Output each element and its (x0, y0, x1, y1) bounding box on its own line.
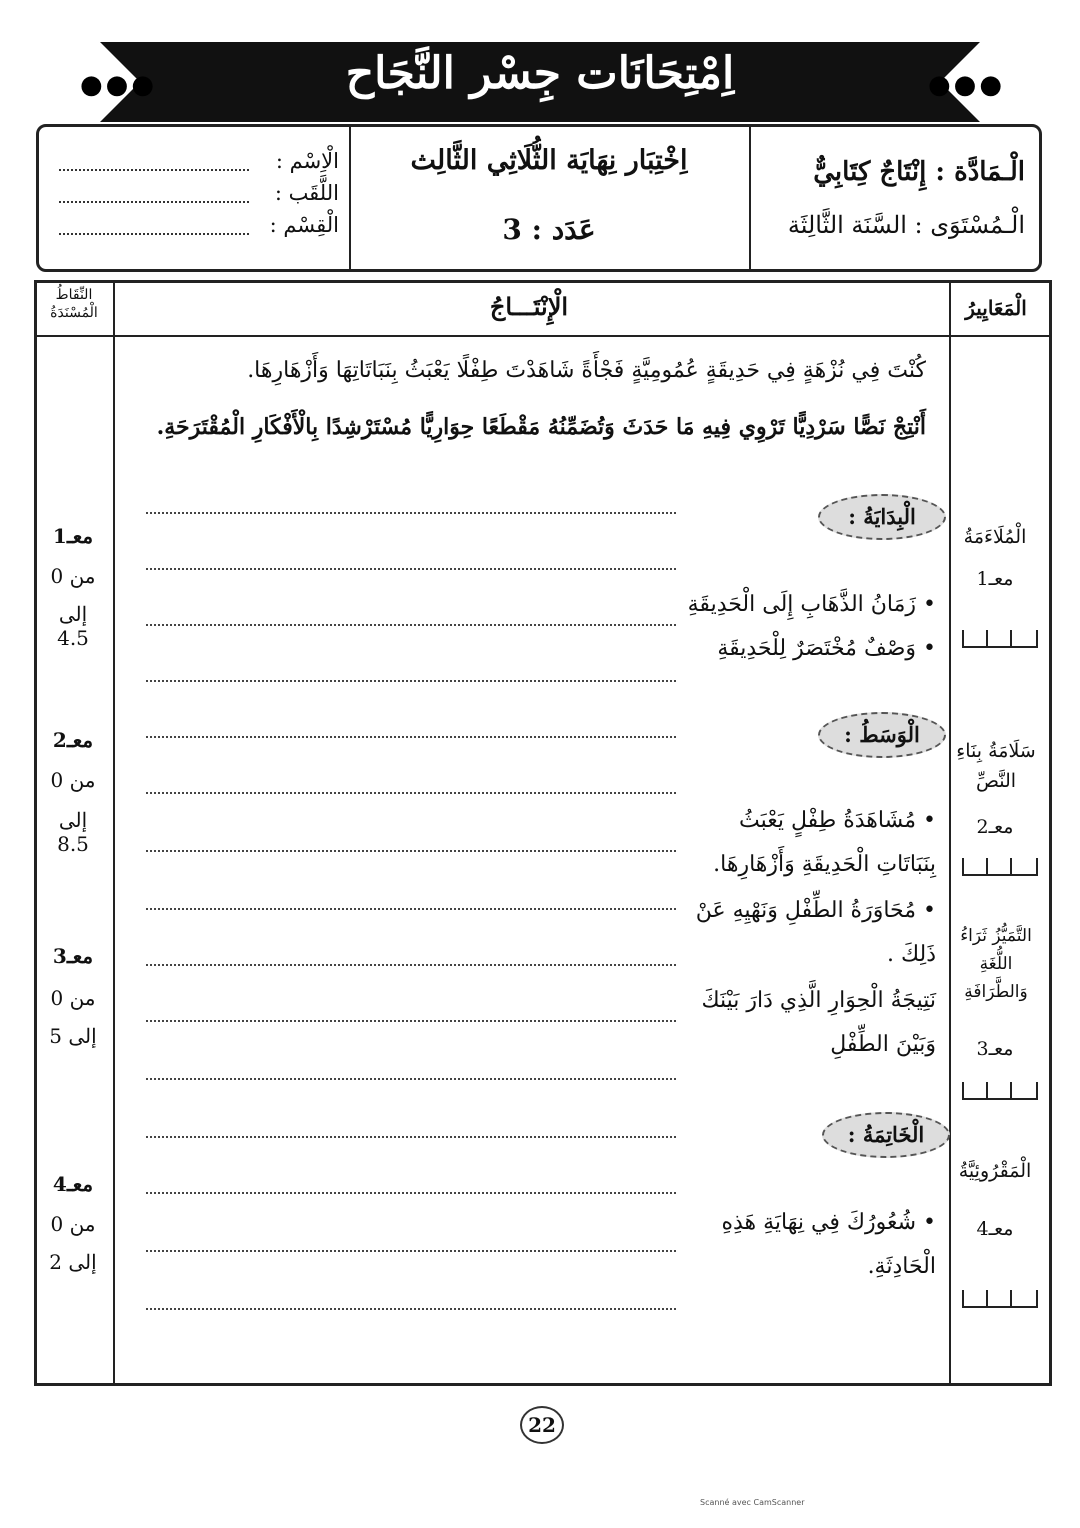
points-3-code: معـ3 (52, 944, 94, 968)
score-box-2[interactable] (962, 858, 1038, 876)
points-2-from: من 0 (50, 768, 96, 792)
writing-line[interactable] (146, 1020, 676, 1022)
writing-line[interactable] (146, 1078, 676, 1080)
criterion-3-code: معـ3 (976, 1038, 1014, 1060)
criterion-2-code: معـ2 (976, 816, 1014, 838)
bullet-middle-1b: بِنَبَاتَاتِ الْحَدِيقَةِ وَأَزْهَارِهَا. (713, 852, 936, 877)
bullet-beginning-1: • زَمَانُ الذَّهَابِ إِلَى الْحَدِيقَةِ (687, 592, 936, 617)
criterion-1-name: الْمُلَاءَمَةُ (963, 526, 1027, 548)
exam-header (36, 124, 1042, 272)
section-beginning-title: الْبِدَايَةُ : (818, 494, 946, 540)
bullet-middle-2: • مُحَاوَرَةُ الطِّفْلِ وَنَهْيِهِ عَنْ (695, 898, 936, 923)
banner-title: اِمْتِحَانَات جِسْر النَّجَاح (345, 48, 735, 99)
writing-line[interactable] (146, 624, 676, 626)
writing-line[interactable] (146, 1308, 676, 1310)
points-1-code: معـ1 (52, 524, 94, 548)
criterion-3-name: التَّمَيُّزُ ثَرَاءُ اللُّغَةِ وَالطَّرَافَةِ (960, 926, 1032, 1002)
bullet-middle-3: نَتِيجَةُ الْحِوَارِ الَّذِي دَارَ بَيْنَكَ (701, 988, 936, 1013)
score-box-3[interactable] (962, 1082, 1038, 1100)
points-2-to: إلى 8.5 (57, 808, 89, 856)
score-box-1[interactable] (962, 630, 1038, 648)
points-header: النِّقَاطُ الْمُسْنَدَةُ (50, 287, 98, 321)
criterion-4-name: الْمَقْرُوئِيَّةُ (958, 1160, 1032, 1182)
writing-line[interactable] (146, 1250, 676, 1252)
writing-line[interactable] (146, 680, 676, 682)
points-3-from: من 0 (50, 986, 96, 1010)
bullet-middle-3b: وَبَيْنَ الطِّفْلِ (830, 1032, 936, 1057)
writing-line[interactable] (146, 850, 676, 852)
production-header: الْإِنْتَـــاجُ (489, 292, 569, 321)
surname-field[interactable] (59, 183, 249, 203)
section-ending-title: الْخَاتِمَةُ : (822, 1112, 950, 1158)
subject-label: الْـمَادَّة : إِنْتَاجٌ كِتَابِيٌّ (813, 157, 1025, 187)
bullet-beginning-2: • وَصْفٌ مُخْتَصَرٌ لِلْحَدِيقَةِ (717, 636, 936, 661)
section-middle-title: الْوَسَطُ : (818, 712, 946, 758)
exam-title: اِخْتِبَار نِهَايَة الثُّلَاثِي الثَّالِث (410, 145, 688, 176)
name-label: الْاِسْم : (275, 149, 339, 173)
criterion-1-code: معـ1 (976, 568, 1014, 590)
prompt-line-1: كُنْتَ فِي نُزْهَةٍ فِي حَدِيقَةٍ عُمُومِيَّةٍ فَجْأَةً شَاهَدْتَ طِفْلًا يَعْبَثُ بِنَبَاتَاتِهَا وَأَزْهَارِهَا. (247, 358, 926, 383)
writing-line[interactable] (146, 792, 676, 794)
surname-label: اللَّقَب : (274, 181, 339, 205)
writing-line[interactable] (146, 908, 676, 910)
prompt-line-2: أَنْتِجْ نَصًّا سَرْدِيًّا تَرْوِي فِيهِ مَا حَدَثَ وَتُضَمِّنُهُ مَقْطَعًا حِوَارِيًّا مُسْتَرْشِدًا بِالْأَفْكَارِ الْمُقْتَرَحَةِ. (156, 414, 926, 440)
points-2-code: معـ2 (52, 728, 94, 752)
student-info (59, 145, 339, 241)
page-number: 22 (520, 1406, 564, 1444)
banner-dots-right: ●●● (928, 70, 1006, 100)
exam-number: عَدَد : 3 (502, 213, 596, 246)
points-3-to: إلى 5 (49, 1024, 97, 1048)
criterion-2-name: سَلَامَةُ بِنَاءِ النَّصِّ (956, 740, 1036, 792)
writing-line[interactable] (146, 1192, 676, 1194)
name-field[interactable] (59, 151, 249, 171)
points-1-from: من 0 (50, 564, 96, 588)
banner-dots-left: ●●● (80, 70, 158, 100)
writing-line[interactable] (146, 1136, 676, 1138)
class-label: الْقِسْم : (269, 213, 339, 237)
bullet-ending-1: • شُعُورُكَ فِي نِهَايَةِ هَذِهِ (721, 1210, 936, 1235)
points-4-from: من 0 (50, 1212, 96, 1236)
points-4-to: إلى 2 (49, 1250, 97, 1274)
level-label: الْـمُسْتَوَى : السَّنَة الثَّالِثَة (787, 211, 1025, 239)
bullet-middle-1: • مُشَاهَدَةُ طِفْلٍ يَعْبَثُ (738, 808, 936, 833)
scanner-watermark: Scanné avec CamScanner (700, 1498, 805, 1507)
writing-line[interactable] (146, 568, 676, 570)
class-field[interactable] (59, 215, 249, 235)
criteria-header: الْمَعَايِيرُ (965, 296, 1027, 320)
points-4-code: معـ4 (52, 1172, 94, 1196)
bullet-middle-2b: ذَلِكَ . (886, 942, 936, 967)
bullet-ending-1b: الْحَادِثَةِ. (867, 1254, 936, 1279)
writing-line[interactable] (146, 964, 676, 966)
criterion-4-code: معـ4 (976, 1218, 1014, 1240)
writing-line[interactable] (146, 736, 676, 738)
points-1-to: إلى 4.5 (57, 602, 89, 650)
writing-line[interactable] (146, 512, 676, 514)
score-box-4[interactable] (962, 1290, 1038, 1308)
